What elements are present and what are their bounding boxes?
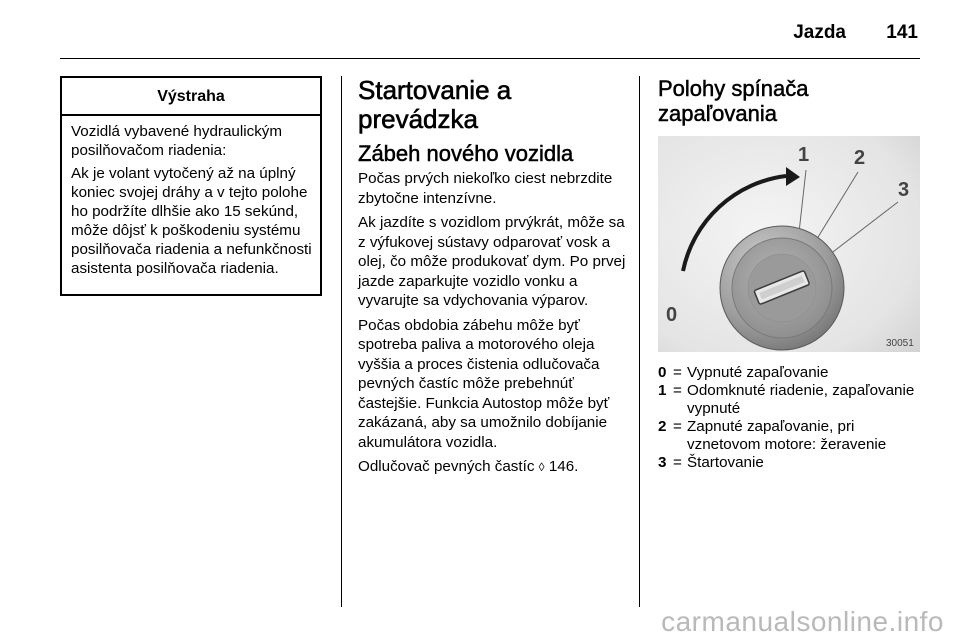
column-ignition [658, 76, 920, 471]
legend-row [658, 454, 920, 472]
legend-equals: = [673, 364, 682, 381]
figure-code: 30051 [886, 338, 914, 349]
reference-text: Odlučovač pevných častíc [358, 458, 535, 475]
section-title: Jazda [793, 22, 846, 43]
legend-number: 3 [658, 454, 667, 471]
position-label-3: 3 [898, 179, 910, 201]
warning-paragraph: Vozidlá vybavené hydraulickým posilňovačom riadenia: [71, 123, 283, 159]
legend-text: Zapnuté zapaľovanie, pri vznetovom motore: žeravenie [687, 418, 887, 453]
page-number: 141 [886, 22, 918, 43]
section-heading: Startovanie a prevádzka [358, 75, 512, 134]
legend-row [658, 418, 920, 454]
position-label-2: 2 [854, 147, 866, 169]
warning-paragraph: Ak je volant vytočený až na úplný koniec svojej dráhy a v tejto polohe ho podržíte dlhšie ako 15 sekúnd, môže dôjsť k poškodeniu systému posilňovača riadenia a nefunkčnosti asistenta posilňovača riadenia. [71, 165, 312, 277]
legend-text: Štartovanie [687, 454, 764, 471]
body-paragraph: Počas obdobia zábehu môže byť spotreba paliva a motorového oleja vyššia a proces čistenia odlučovača pevných častíc môže prebehnúť častejšie. Funkcia Autostop môže byť zakázaná, aby sa umožnilo dobíjanie akumulátora vozidla. [358, 316, 610, 451]
column-divider [341, 76, 342, 607]
body-paragraph: Počas prvých niekoľko ciest nebrzdite zbytočne intenzívne. [358, 170, 613, 207]
column-divider [639, 76, 640, 607]
position-label-1: 1 [798, 144, 810, 166]
reference-page: 146. [548, 458, 579, 475]
subsection-heading: Zábeh nového vozidla [358, 141, 574, 166]
section-heading: Polohy spínača zapaľovania [658, 76, 809, 126]
ignition-switch-figure [658, 136, 920, 352]
legend-equals: = [673, 454, 682, 471]
legend-row [658, 364, 920, 382]
legend-number: 1 [658, 382, 667, 399]
legend-row [658, 382, 920, 418]
legend-text: Odomknuté riadenie, zapaľovanie vypnuté [687, 382, 915, 417]
ignition-switch-illustration [658, 136, 920, 352]
cross-reference[interactable] [358, 457, 626, 478]
reference-arrow-icon: ◊ [538, 460, 545, 474]
legend-equals: = [673, 418, 682, 435]
warning-body [62, 116, 320, 278]
body-paragraph: Ak jazdíte s vozidlom prvýkrát, môže sa z výfukovej sústavy odparovať vosk a olej, čo môže produkovať dym. Po prvej jazde zaparkujte vozidlo vonku a vyvarujte sa vdychovania výparov. [358, 214, 626, 309]
page-header [60, 0, 920, 59]
figure-legend [658, 364, 920, 472]
legend-text: Vypnuté zapaľovanie [687, 364, 829, 381]
warning-title: Výstraha [62, 78, 320, 116]
watermark: carmanualsonline.info [661, 606, 944, 637]
legend-equals: = [673, 382, 682, 399]
legend-number: 0 [658, 364, 667, 381]
position-label-0: 0 [666, 304, 678, 326]
legend-number: 2 [658, 418, 667, 435]
warning-box [60, 76, 322, 296]
column-starting [358, 76, 626, 483]
